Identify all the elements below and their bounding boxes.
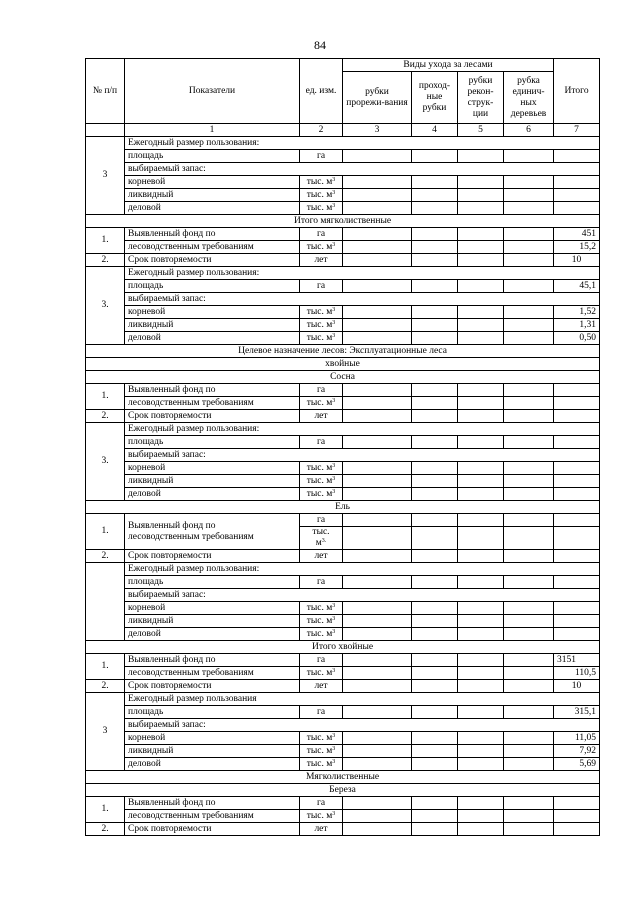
unit: лет [300, 550, 343, 563]
table-cell [504, 410, 554, 423]
row-label: Срок повторяемости [125, 680, 300, 693]
table-cell [458, 758, 504, 771]
total-value: 7,92 [554, 745, 600, 758]
row-label: деловой [125, 332, 300, 345]
table-cell [343, 176, 412, 189]
row-label: Выявленный фонд по [125, 654, 300, 667]
table-cell [343, 254, 412, 267]
unit: тыс. $м^3$ [300, 319, 343, 332]
total-value: 5,69 [554, 758, 600, 771]
table-cell [343, 150, 412, 163]
table-cell [343, 758, 412, 771]
table-cell [458, 514, 504, 527]
table-cell [458, 667, 504, 680]
table-cell [504, 384, 554, 397]
table-cell [458, 615, 504, 628]
unit: га [300, 576, 343, 589]
row-label: корневой [125, 176, 300, 189]
unit: га [300, 280, 343, 293]
row-label: деловой [125, 758, 300, 771]
row-label: Ежегодный размер пользования: [125, 137, 600, 150]
table-cell [504, 615, 554, 628]
table-cell [412, 319, 458, 332]
table-cell [504, 254, 554, 267]
row-number: 3 [86, 137, 125, 215]
total-value: 1,52 [554, 306, 600, 319]
table-cell [458, 397, 504, 410]
row-number: 2. [86, 550, 125, 563]
row-label: корневой [125, 732, 300, 745]
table-cell [343, 810, 412, 823]
table-cell [458, 706, 504, 719]
section-header: Ель [86, 501, 600, 514]
table-cell [412, 745, 458, 758]
table-cell [412, 667, 458, 680]
unit: тыс. $м^3$ [300, 628, 343, 641]
col-number: 7 [554, 124, 600, 137]
unit: га [300, 150, 343, 163]
section-header: Целевое назначение лесов: Эксплуатационные леса [86, 345, 600, 358]
table-cell [412, 706, 458, 719]
table-cell [504, 654, 554, 667]
table-cell [458, 654, 504, 667]
table-cell [504, 680, 554, 693]
page-number: 84 [314, 38, 326, 52]
row-number: 2. [86, 823, 125, 836]
total-value: 1,31 [554, 319, 600, 332]
table-cell [504, 332, 554, 345]
table-cell [554, 797, 600, 810]
table-cell [343, 706, 412, 719]
table-cell [412, 332, 458, 345]
row-label: лесоводственным требованиям [125, 810, 300, 823]
table-cell [504, 576, 554, 589]
table-cell [412, 462, 458, 475]
table-cell [343, 319, 412, 332]
row-label: корневой [125, 602, 300, 615]
unit: га [300, 384, 343, 397]
table-cell [554, 436, 600, 449]
table-cell [554, 576, 600, 589]
table-cell [504, 397, 554, 410]
table-cell [504, 189, 554, 202]
unit: га [300, 797, 343, 810]
table-cell [412, 615, 458, 628]
table-cell [412, 654, 458, 667]
row-number: 1. [86, 797, 125, 823]
table-cell [343, 667, 412, 680]
unit: лет [300, 410, 343, 423]
row-label: Ежегодный размер пользования: [125, 563, 600, 576]
row-number: 3 [86, 693, 125, 771]
row-label: Срок повторяемости [125, 550, 300, 563]
total-value: 11,05 [554, 732, 600, 745]
row-label: корневой [125, 462, 300, 475]
row-label: выбираемый запас: [125, 293, 600, 306]
table-cell [343, 202, 412, 215]
header-unit: ед. изм. [300, 59, 343, 124]
table-cell [504, 810, 554, 823]
row-number: 1. [86, 384, 125, 410]
table-cell [504, 706, 554, 719]
table-cell [504, 280, 554, 293]
table-cell [412, 602, 458, 615]
row-label: ликвидный [125, 615, 300, 628]
total-value: 315,1 [554, 706, 600, 719]
table-cell [343, 615, 412, 628]
total-value: 0,50 [554, 332, 600, 345]
table-cell [412, 810, 458, 823]
row-label: деловой [125, 202, 300, 215]
unit: тыс. $м^3$ [300, 810, 343, 823]
row-number: 1. [86, 228, 125, 254]
row-label: ликвидный [125, 189, 300, 202]
table-cell [554, 475, 600, 488]
row-label: деловой [125, 628, 300, 641]
unit: лет [300, 254, 343, 267]
table-cell [412, 576, 458, 589]
unit: лет [300, 823, 343, 836]
row-label: Срок повторяемости [125, 254, 300, 267]
unit: лет [300, 680, 343, 693]
table-cell [458, 810, 504, 823]
table-cell [504, 550, 554, 563]
row-number: 1. [86, 654, 125, 680]
col-number: 1 [125, 124, 300, 137]
row-label: лесоводственным требованиям [125, 397, 300, 410]
table-cell [412, 514, 458, 527]
row-label: лесоводственным требованиям [125, 241, 300, 254]
table-cell [458, 332, 504, 345]
table-cell [412, 306, 458, 319]
row-number: 1. [86, 514, 125, 550]
unit: тыс. $м^3$ [300, 758, 343, 771]
table-cell [504, 514, 554, 527]
table-cell [504, 176, 554, 189]
row-label: выбираемый запас: [125, 449, 600, 462]
table-cell [343, 410, 412, 423]
total-value: 110,5 [554, 667, 600, 680]
row-label: Выявленный фонд по [125, 797, 300, 810]
table-cell [504, 667, 554, 680]
row-label: Ежегодный размер пользования: [125, 423, 600, 436]
row-label: деловой [125, 488, 300, 501]
row-label: Срок повторяемости [125, 410, 300, 423]
col-number: 5 [458, 124, 504, 137]
unit: тыс. $м^3$ [300, 667, 343, 680]
table-cell [458, 410, 504, 423]
table-cell [412, 410, 458, 423]
table-cell [343, 241, 412, 254]
row-label: выбираемый запас: [125, 163, 600, 176]
unit: га [300, 228, 343, 241]
row-label: корневой [125, 306, 300, 319]
table-cell [458, 306, 504, 319]
table-cell [412, 475, 458, 488]
table-cell [343, 745, 412, 758]
row-number: 2. [86, 410, 125, 423]
table-cell [458, 680, 504, 693]
table-cell [504, 758, 554, 771]
table-cell [504, 436, 554, 449]
table-cell [554, 384, 600, 397]
col-number: 4 [412, 124, 458, 137]
table-cell [343, 462, 412, 475]
table-cell [343, 514, 412, 527]
table-cell [504, 202, 554, 215]
table-cell [458, 576, 504, 589]
table-cell [458, 228, 504, 241]
row-number: 2. [86, 680, 125, 693]
section-header: Итого хвойные [86, 641, 600, 654]
table-cell [412, 758, 458, 771]
table-cell [412, 254, 458, 267]
table-cell [343, 732, 412, 745]
unit: тыс. $м^3$ [300, 488, 343, 501]
header-col-reconstruction: рубки рекон-струк-ции [458, 72, 504, 124]
table-cell [504, 628, 554, 641]
section-header: Итого мягколиственные [86, 215, 600, 228]
table-cell [504, 488, 554, 501]
row-label: Срок повторяемости [125, 823, 300, 836]
table-cell [554, 410, 600, 423]
row-label: Выявленный фонд по [125, 228, 300, 241]
table-cell [554, 462, 600, 475]
unit: тыс. $м^3$ [300, 397, 343, 410]
unit: тыс. $м^3$ [300, 462, 343, 475]
table-cell [343, 680, 412, 693]
unit: га [300, 654, 343, 667]
table-cell [504, 602, 554, 615]
table-cell [343, 475, 412, 488]
table-cell [458, 436, 504, 449]
table-cell [458, 189, 504, 202]
unit: тыс. $м^3$ [300, 202, 343, 215]
header-col-single-trees: рубка единич-ных деревьев [504, 72, 554, 124]
table-cell [343, 654, 412, 667]
table-cell [412, 150, 458, 163]
table-cell [458, 475, 504, 488]
table-cell [554, 615, 600, 628]
table-cell [504, 319, 554, 332]
table-cell [458, 319, 504, 332]
table-cell [412, 202, 458, 215]
header-total: Итого [554, 59, 600, 124]
unit: тыс. $м^3$ [300, 241, 343, 254]
table-cell [412, 732, 458, 745]
table-cell [458, 462, 504, 475]
table-cell [458, 202, 504, 215]
table-cell [458, 745, 504, 758]
table-cell [412, 436, 458, 449]
table-cell [412, 823, 458, 836]
table-cell [504, 475, 554, 488]
table-cell [458, 550, 504, 563]
table-cell [343, 384, 412, 397]
table-cell [458, 628, 504, 641]
unit: тыс. $м^3$ [300, 602, 343, 615]
row-label: площадь [125, 576, 300, 589]
unit: га [300, 436, 343, 449]
total-value: 15,2 [554, 241, 600, 254]
table-cell [343, 488, 412, 501]
total-value: 45,1 [554, 280, 600, 293]
table-cell [412, 189, 458, 202]
forest-care-table [85, 58, 600, 836]
row-label: Ежегодный размер пользования [125, 693, 600, 706]
header-col-thinning: рубки прорежи-вания [343, 72, 412, 124]
table-cell [554, 488, 600, 501]
row-label: ликвидный [125, 319, 300, 332]
table-cell [458, 280, 504, 293]
table-cell [554, 189, 600, 202]
table-cell [458, 254, 504, 267]
table-cell [554, 176, 600, 189]
table-cell [554, 628, 600, 641]
unit: тыс. $м^3$ [300, 732, 343, 745]
row-label: Выявленный фонд по [125, 384, 300, 397]
row-label: Ежегодный размер пользования: [125, 267, 600, 280]
row-label: ликвидный [125, 475, 300, 488]
table-cell [343, 550, 412, 563]
row-label: выбираемый запас: [125, 589, 600, 602]
row-label: лесоводственным требованиям [125, 667, 300, 680]
unit: тыс. $м^3$ [300, 745, 343, 758]
table-cell [458, 150, 504, 163]
row-number: 2. [86, 254, 125, 267]
table-cell [343, 306, 412, 319]
table-cell [504, 797, 554, 810]
table-cell [504, 228, 554, 241]
row-label: выбираемый запас: [125, 719, 600, 732]
table-cell [504, 306, 554, 319]
table-cell [412, 241, 458, 254]
total-value: 10 [554, 680, 600, 693]
table-cell [412, 680, 458, 693]
table-cell [86, 124, 125, 137]
total-value: 10 [554, 254, 600, 267]
table-cell [504, 462, 554, 475]
table-cell [412, 488, 458, 501]
row-number: 3. [86, 267, 125, 345]
table-cell [554, 514, 600, 527]
table-cell [458, 797, 504, 810]
row-label: площадь [125, 706, 300, 719]
table-cell [504, 823, 554, 836]
header-group: Виды ухода за лесами [343, 59, 554, 72]
table-cell [343, 436, 412, 449]
header-num: № п/п [86, 59, 125, 124]
row-label: площадь [125, 150, 300, 163]
section-header: Мягколиственные [86, 771, 600, 784]
row-label: ликвидный [125, 745, 300, 758]
table-cell [458, 241, 504, 254]
table-cell [458, 823, 504, 836]
table-cell [412, 527, 458, 550]
row-label: площадь [125, 436, 300, 449]
table-cell [504, 241, 554, 254]
row-number: 3. [86, 423, 125, 501]
table-cell [504, 150, 554, 163]
table-cell [412, 228, 458, 241]
table-cell [554, 150, 600, 163]
row-number [86, 563, 125, 641]
table-cell [343, 397, 412, 410]
table-cell [343, 189, 412, 202]
table-cell [343, 602, 412, 615]
table-cell [343, 576, 412, 589]
table-cell [504, 527, 554, 550]
section-header: Сосна [86, 371, 600, 384]
table-cell [554, 602, 600, 615]
unit: тыс. $м^3$ [300, 176, 343, 189]
unit: тыс. $м^3$ [300, 306, 343, 319]
table-cell [343, 527, 412, 550]
table-cell [412, 397, 458, 410]
table-cell [343, 332, 412, 345]
table-cell [343, 823, 412, 836]
total-value: 3151 [554, 654, 600, 667]
table-cell [412, 550, 458, 563]
unit: тыс. $м^{3.}$ [300, 527, 343, 550]
table-cell [458, 732, 504, 745]
table-cell [343, 628, 412, 641]
header-indicator: Показатели [125, 59, 300, 124]
section-header: хвойные [86, 358, 600, 371]
unit: тыс. $м^3$ [300, 332, 343, 345]
table-cell [458, 488, 504, 501]
unit: га [300, 514, 343, 527]
table-cell [343, 280, 412, 293]
row-label: площадь [125, 280, 300, 293]
col-number: 2 [300, 124, 343, 137]
table-cell [343, 228, 412, 241]
table-cell [458, 176, 504, 189]
row-label: Выявленный фонд по лесоводственным требованиям [125, 514, 300, 550]
col-number: 3 [343, 124, 412, 137]
table-cell [412, 628, 458, 641]
table-cell [458, 527, 504, 550]
table-cell [554, 397, 600, 410]
table-cell [412, 280, 458, 293]
total-value: 451 [554, 228, 600, 241]
header-col-passing: проход-ные рубки [412, 72, 458, 124]
table-cell [504, 732, 554, 745]
unit: га [300, 706, 343, 719]
table-cell [554, 202, 600, 215]
table-cell [554, 810, 600, 823]
col-number: 6 [504, 124, 554, 137]
table-cell [412, 797, 458, 810]
table-cell [554, 550, 600, 563]
unit: тыс. $м^3$ [300, 475, 343, 488]
section-header: Береза [86, 784, 600, 797]
unit: тыс. $м^3$ [300, 615, 343, 628]
table-cell [504, 745, 554, 758]
table-cell [458, 602, 504, 615]
table-cell [554, 527, 600, 550]
unit: тыс. $м^3$ [300, 189, 343, 202]
table-cell [554, 823, 600, 836]
table-cell [412, 176, 458, 189]
table-cell [343, 797, 412, 810]
table-cell [458, 384, 504, 397]
table-cell [412, 384, 458, 397]
